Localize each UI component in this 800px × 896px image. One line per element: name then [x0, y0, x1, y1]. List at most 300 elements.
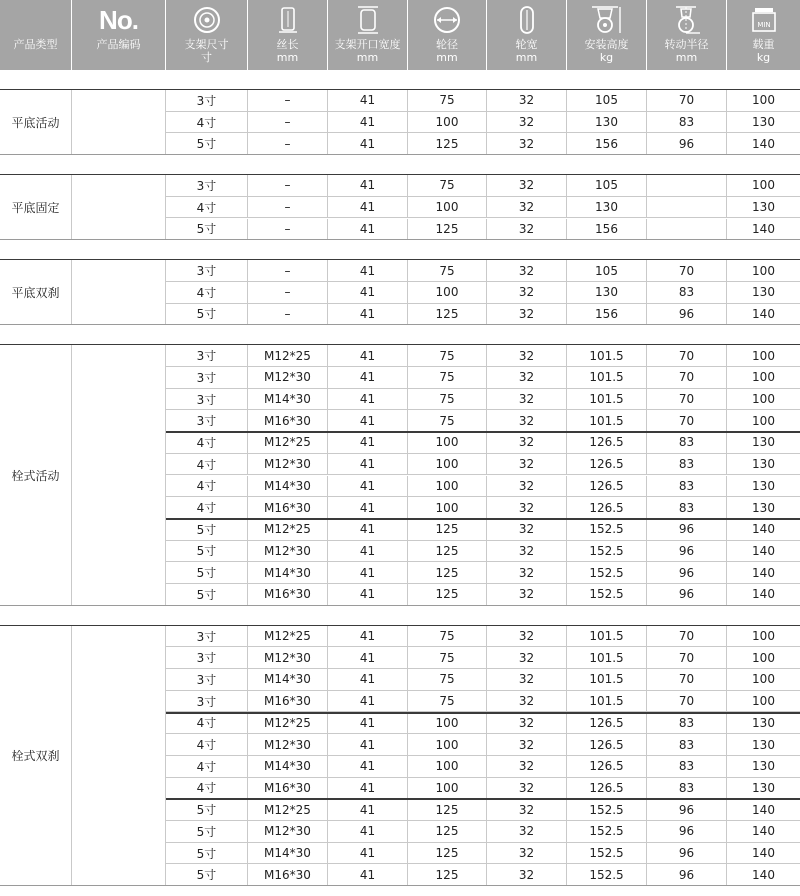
table-cell: M12*30 — [248, 734, 328, 755]
table-cell: M12*25 — [248, 519, 328, 540]
table-cell: 4寸 — [166, 756, 248, 777]
table-cell: 5寸 — [166, 304, 248, 325]
group-bottom-border — [0, 324, 800, 325]
table-cell: 41 — [328, 90, 408, 111]
table-cell: 41 — [328, 541, 408, 562]
table-cell: 125 — [408, 584, 487, 605]
table-cell: 96 — [647, 843, 727, 864]
table-cell: 140 — [752, 522, 775, 537]
table-cell: 130 — [752, 780, 775, 795]
header-label: 载重 kg — [752, 38, 775, 64]
table-cell: 32 — [487, 562, 567, 583]
table-cell: 152.5 — [567, 562, 647, 583]
table-cell: – — [248, 133, 328, 154]
table-cell: 32 — [487, 843, 567, 864]
table-cell: 101.5 — [567, 647, 647, 668]
table-cell: 140 — [752, 867, 775, 882]
table-cell — [647, 219, 727, 240]
product-type-label: 平底双刹 — [0, 260, 72, 325]
table-cell: 32 — [487, 410, 567, 431]
table-cell: 100 — [408, 778, 487, 799]
header-cell — [166, 0, 248, 70]
table-cell: 32 — [487, 476, 567, 497]
table-cell: 32 — [487, 799, 567, 820]
table-cell: 32 — [487, 90, 567, 111]
table-cell: 75 — [408, 389, 487, 410]
table-cell: 32 — [487, 304, 567, 325]
table-cell: 32 — [487, 691, 567, 712]
table-cell: 125 — [408, 821, 487, 842]
table-cell: 41 — [328, 133, 408, 154]
header-label: 支架尺寸 寸 — [184, 38, 229, 64]
table-cell: 126.5 — [567, 432, 647, 453]
table-cell: 96 — [647, 799, 727, 820]
svg-text:MIN: MIN — [756, 21, 771, 29]
header-cell — [248, 0, 328, 70]
table-cell: 41 — [328, 864, 408, 885]
table-cell: 3寸 — [166, 647, 248, 668]
table-cell: 70 — [647, 626, 727, 647]
table-cell: 41 — [328, 584, 408, 605]
table-cell: 126.5 — [567, 778, 647, 799]
table-cell: 125 — [408, 304, 487, 325]
table-cell: 32 — [487, 389, 567, 410]
table-cell: 100 — [408, 197, 487, 218]
table-cell: 96 — [647, 562, 727, 583]
table-cell: 5寸 — [166, 219, 248, 240]
table-cell: 4寸 — [166, 197, 248, 218]
table-cell: 152.5 — [567, 864, 647, 885]
size-divider — [72, 798, 800, 800]
table-cell: 32 — [487, 367, 567, 388]
table-cell: 83 — [647, 713, 727, 734]
header-label: 安装高度 kg — [584, 38, 629, 64]
table-cell: – — [248, 175, 328, 196]
table-cell: 41 — [328, 112, 408, 133]
table-cell: 126.5 — [567, 476, 647, 497]
table-cell: 100 — [408, 734, 487, 755]
table-cell: M14*30 — [248, 562, 328, 583]
table-cell: 32 — [487, 821, 567, 842]
table-cell: 70 — [647, 389, 727, 410]
table-cell: 100 — [408, 282, 487, 303]
table-cell: 41 — [328, 626, 408, 647]
table-cell: M14*30 — [248, 843, 328, 864]
table-cell: 4寸 — [166, 432, 248, 453]
table-cell: M12*30 — [248, 647, 328, 668]
table-cell: 100 — [752, 263, 775, 278]
table-cell: 130 — [752, 115, 775, 130]
table-cell: 3寸 — [166, 626, 248, 647]
table-cell: 75 — [408, 90, 487, 111]
table-cell: 32 — [487, 669, 567, 690]
table-cell: 96 — [647, 519, 727, 540]
no-mark-logo — [72, 4, 165, 36]
table-cell: 130 — [567, 282, 647, 303]
table-cell: M12*25 — [248, 345, 328, 366]
table-cell: 100 — [408, 497, 487, 518]
table-cell: 32 — [487, 112, 567, 133]
table-cell: 32 — [487, 519, 567, 540]
table-cell: M16*30 — [248, 410, 328, 431]
table-cell: 41 — [328, 669, 408, 690]
table-cell: 3寸 — [166, 669, 248, 690]
header-label: 轮径 mm — [436, 38, 458, 64]
table-cell: 130 — [752, 285, 775, 300]
table-cell: 5寸 — [166, 584, 248, 605]
table-cell: 3寸 — [166, 90, 248, 111]
table-cell: – — [248, 90, 328, 111]
table-cell: 83 — [647, 432, 727, 453]
table-cell: 100 — [752, 93, 775, 108]
table-cell: 32 — [487, 734, 567, 755]
product-code-cell — [72, 90, 166, 155]
table-cell: M14*30 — [248, 669, 328, 690]
table-cell: 32 — [487, 584, 567, 605]
table-cell: 70 — [647, 691, 727, 712]
table-cell: 3寸 — [166, 410, 248, 431]
table-cell: 130 — [752, 759, 775, 774]
product-type-label: 栓式活动 — [0, 345, 72, 605]
wheel-width-icon — [487, 4, 566, 36]
header-label: 转动半径 mm — [664, 38, 709, 64]
table-cell: 140 — [752, 136, 775, 151]
table-cell: 100 — [752, 178, 775, 193]
product-code-cell — [72, 175, 166, 240]
table-cell: 126.5 — [567, 734, 647, 755]
table-cell: M16*30 — [248, 778, 328, 799]
table-cell: 100 — [408, 713, 487, 734]
table-cell: 41 — [328, 843, 408, 864]
table-cell: 96 — [647, 541, 727, 562]
table-cell: 96 — [647, 304, 727, 325]
table-cell: 130 — [567, 197, 647, 218]
table-cell: 100 — [752, 629, 775, 644]
table-cell: 130 — [752, 200, 775, 215]
table-cell: 96 — [647, 133, 727, 154]
table-cell: M12*25 — [248, 626, 328, 647]
table-cell: 5寸 — [166, 799, 248, 820]
table-cell: 83 — [647, 282, 727, 303]
table-cell: 41 — [328, 476, 408, 497]
table-cell: 41 — [328, 562, 408, 583]
table-cell: 125 — [408, 864, 487, 885]
table-cell: 41 — [328, 367, 408, 388]
table-cell: 125 — [408, 843, 487, 864]
table-cell: 41 — [328, 432, 408, 453]
table-cell: 152.5 — [567, 799, 647, 820]
table-cell: 41 — [328, 778, 408, 799]
group-bottom-border — [0, 239, 800, 240]
bolt-icon — [248, 4, 327, 36]
table-cell: 5寸 — [166, 864, 248, 885]
table-cell: – — [248, 219, 328, 240]
header-label: 产品编码 — [96, 38, 141, 51]
table-cell: 100 — [752, 650, 775, 665]
table-cell: 32 — [487, 345, 567, 366]
table-cell: 130 — [752, 737, 775, 752]
table-cell: 32 — [487, 713, 567, 734]
table-cell: 41 — [328, 219, 408, 240]
product-type-label: 平底活动 — [0, 90, 72, 155]
header-label: 丝长 mm — [276, 38, 299, 64]
header-cell — [408, 0, 487, 70]
table-cell: 32 — [487, 626, 567, 647]
table-cell: 70 — [647, 345, 727, 366]
table-cell: M14*30 — [248, 476, 328, 497]
table-cell: 96 — [647, 821, 727, 842]
table-cell: M14*30 — [248, 756, 328, 777]
table-cell: 83 — [647, 756, 727, 777]
table-cell: 83 — [647, 476, 727, 497]
table-cell: 32 — [487, 282, 567, 303]
table-cell: 130 — [752, 478, 775, 493]
table-cell: M16*30 — [248, 584, 328, 605]
table-cell: 125 — [408, 219, 487, 240]
table-cell: 32 — [487, 260, 567, 281]
table-cell: 41 — [328, 389, 408, 410]
table-cell: 70 — [647, 669, 727, 690]
table-cell: 32 — [487, 454, 567, 475]
no-mark-text: No. — [99, 5, 138, 35]
table-cell: 41 — [328, 345, 408, 366]
table-cell: M12*30 — [248, 821, 328, 842]
table-cell: 41 — [328, 519, 408, 540]
table-cell: 4寸 — [166, 713, 248, 734]
table-cell: 32 — [487, 133, 567, 154]
table-cell: 152.5 — [567, 541, 647, 562]
table-cell: 100 — [752, 413, 775, 428]
table-cell: 100 — [408, 454, 487, 475]
table-cell: 101.5 — [567, 669, 647, 690]
table-cell: – — [248, 112, 328, 133]
table-cell: 100 — [752, 672, 775, 687]
table-cell: 4寸 — [166, 282, 248, 303]
table-cell: 3寸 — [166, 260, 248, 281]
table-cell: 3寸 — [166, 345, 248, 366]
table-cell: 32 — [487, 497, 567, 518]
table-cell: 156 — [567, 133, 647, 154]
product-code-cell — [72, 260, 166, 325]
table-cell: 75 — [408, 345, 487, 366]
table-cell: 32 — [487, 541, 567, 562]
weight-icon — [727, 4, 800, 36]
table-cell: 4寸 — [166, 476, 248, 497]
wheel-diameter-icon — [408, 4, 486, 36]
header-cell — [72, 0, 166, 70]
table-cell: 130 — [567, 112, 647, 133]
table-cell: 152.5 — [567, 821, 647, 842]
table-cell: 70 — [647, 410, 727, 431]
table-cell: 125 — [408, 519, 487, 540]
table-cell: 32 — [487, 175, 567, 196]
table-cell: M12*25 — [248, 432, 328, 453]
table-cell: M12*25 — [248, 713, 328, 734]
table-cell: 140 — [752, 221, 775, 236]
table-cell: 100 — [408, 112, 487, 133]
table-cell: 100 — [752, 370, 775, 385]
wheel-front-icon — [166, 4, 247, 36]
table-cell: 96 — [647, 584, 727, 605]
table-cell: 41 — [328, 691, 408, 712]
table-cell: 4寸 — [166, 454, 248, 475]
table-cell: 41 — [328, 282, 408, 303]
header-cell — [727, 0, 800, 70]
table-cell: 140 — [752, 587, 775, 602]
table-cell: 70 — [647, 647, 727, 668]
table-cell: – — [248, 304, 328, 325]
table-cell: 3寸 — [166, 389, 248, 410]
table-cell — [647, 197, 727, 218]
table-cell: 140 — [752, 824, 775, 839]
table-cell: 126.5 — [567, 454, 647, 475]
table-cell: 101.5 — [567, 345, 647, 366]
table-cell: 4寸 — [166, 734, 248, 755]
table-cell: 3寸 — [166, 691, 248, 712]
product-type-label: 栓式双刹 — [0, 626, 72, 886]
table-cell: 100 — [408, 756, 487, 777]
table-cell: M16*30 — [248, 864, 328, 885]
table-cell: 75 — [408, 691, 487, 712]
table-cell: 41 — [328, 197, 408, 218]
table-cell: 130 — [752, 715, 775, 730]
table-cell: 140 — [752, 306, 775, 321]
table-header — [0, 0, 800, 70]
table-cell: 75 — [408, 367, 487, 388]
table-cell: 101.5 — [567, 367, 647, 388]
table-cell: M12*25 — [248, 799, 328, 820]
table-cell: 70 — [647, 367, 727, 388]
table-cell: 32 — [487, 864, 567, 885]
table-cell: 152.5 — [567, 843, 647, 864]
table-cell: 32 — [487, 432, 567, 453]
table-cell: 125 — [408, 133, 487, 154]
table-cell: 4寸 — [166, 497, 248, 518]
table-cell: 156 — [567, 219, 647, 240]
table-cell: 152.5 — [567, 584, 647, 605]
table-cell: 75 — [408, 669, 487, 690]
table-cell: 41 — [328, 713, 408, 734]
table-cell: 41 — [328, 497, 408, 518]
table-cell: 130 — [752, 457, 775, 472]
table-cell: 125 — [408, 799, 487, 820]
table-cell: 5寸 — [166, 562, 248, 583]
table-cell: 101.5 — [567, 410, 647, 431]
table-cell: 3寸 — [166, 367, 248, 388]
swivel-radius-icon — [647, 4, 726, 36]
table-cell: 126.5 — [567, 713, 647, 734]
table-cell: 5寸 — [166, 843, 248, 864]
table-cell: M12*30 — [248, 454, 328, 475]
table-cell: 156 — [567, 304, 647, 325]
table-cell: 140 — [752, 565, 775, 580]
table-cell: 96 — [647, 864, 727, 885]
table-cell: 41 — [328, 454, 408, 475]
table-cell: 126.5 — [567, 756, 647, 777]
table-cell: 4寸 — [166, 778, 248, 799]
table-cell: 75 — [408, 410, 487, 431]
table-cell: 100 — [752, 392, 775, 407]
table-cell: 100 — [752, 694, 775, 709]
table-cell: 140 — [752, 846, 775, 861]
table-cell: 140 — [752, 543, 775, 558]
table-cell: M16*30 — [248, 497, 328, 518]
table-cell: 105 — [567, 260, 647, 281]
header-cell — [0, 0, 72, 70]
table-cell: 32 — [487, 756, 567, 777]
header-cell — [647, 0, 727, 70]
table-cell: 125 — [408, 541, 487, 562]
product-code-cell — [72, 626, 166, 886]
table-cell: 125 — [408, 562, 487, 583]
table-cell: 5寸 — [166, 541, 248, 562]
table-cell: 41 — [328, 821, 408, 842]
table-cell: 70 — [647, 90, 727, 111]
table-cell: M12*30 — [248, 541, 328, 562]
group-bottom-border — [0, 154, 800, 155]
table-cell: 100 — [752, 348, 775, 363]
product-type-label: 平底固定 — [0, 175, 72, 240]
group-bottom-border — [0, 605, 800, 606]
table-cell: 41 — [328, 734, 408, 755]
table-cell: – — [248, 282, 328, 303]
product-code-cell — [72, 345, 166, 605]
table-cell: 41 — [328, 647, 408, 668]
header-label: 支架开口宽度 mm — [334, 38, 401, 64]
table-cell: 101.5 — [567, 389, 647, 410]
header-cell — [487, 0, 567, 70]
table-cell: 152.5 — [567, 519, 647, 540]
size-divider — [72, 712, 800, 714]
table-cell: M12*30 — [248, 367, 328, 388]
table-cell: 140 — [752, 802, 775, 817]
table-cell: 41 — [328, 175, 408, 196]
table-cell: M16*30 — [248, 691, 328, 712]
table-cell: 83 — [647, 454, 727, 475]
table-cell: 100 — [408, 432, 487, 453]
table-cell: 41 — [328, 799, 408, 820]
header-cell — [567, 0, 647, 70]
group-bottom-border — [0, 885, 800, 886]
size-divider — [72, 431, 800, 433]
table-cell: 75 — [408, 647, 487, 668]
table-cell: 3寸 — [166, 175, 248, 196]
table-cell: 101.5 — [567, 691, 647, 712]
table-cell: 4寸 — [166, 112, 248, 133]
table-cell: 83 — [647, 497, 727, 518]
table-cell: 75 — [408, 626, 487, 647]
header-label: 轮宽 mm — [515, 38, 538, 64]
table-cell: 32 — [487, 197, 567, 218]
install-height-icon — [567, 4, 646, 36]
table-cell: 32 — [487, 219, 567, 240]
table-cell: 70 — [647, 260, 727, 281]
table-cell: 41 — [328, 410, 408, 431]
table-cell: 5寸 — [166, 821, 248, 842]
table-cell: 5寸 — [166, 133, 248, 154]
size-divider — [72, 518, 800, 520]
table-cell: 100 — [408, 476, 487, 497]
table-cell: M14*30 — [248, 389, 328, 410]
header-cell — [328, 0, 408, 70]
bracket-width-icon — [328, 4, 407, 36]
table-cell: 75 — [408, 175, 487, 196]
table-cell: 75 — [408, 260, 487, 281]
table-cell: 32 — [487, 647, 567, 668]
table-cell: 105 — [567, 90, 647, 111]
table-cell: 32 — [487, 778, 567, 799]
table-cell — [647, 175, 727, 196]
